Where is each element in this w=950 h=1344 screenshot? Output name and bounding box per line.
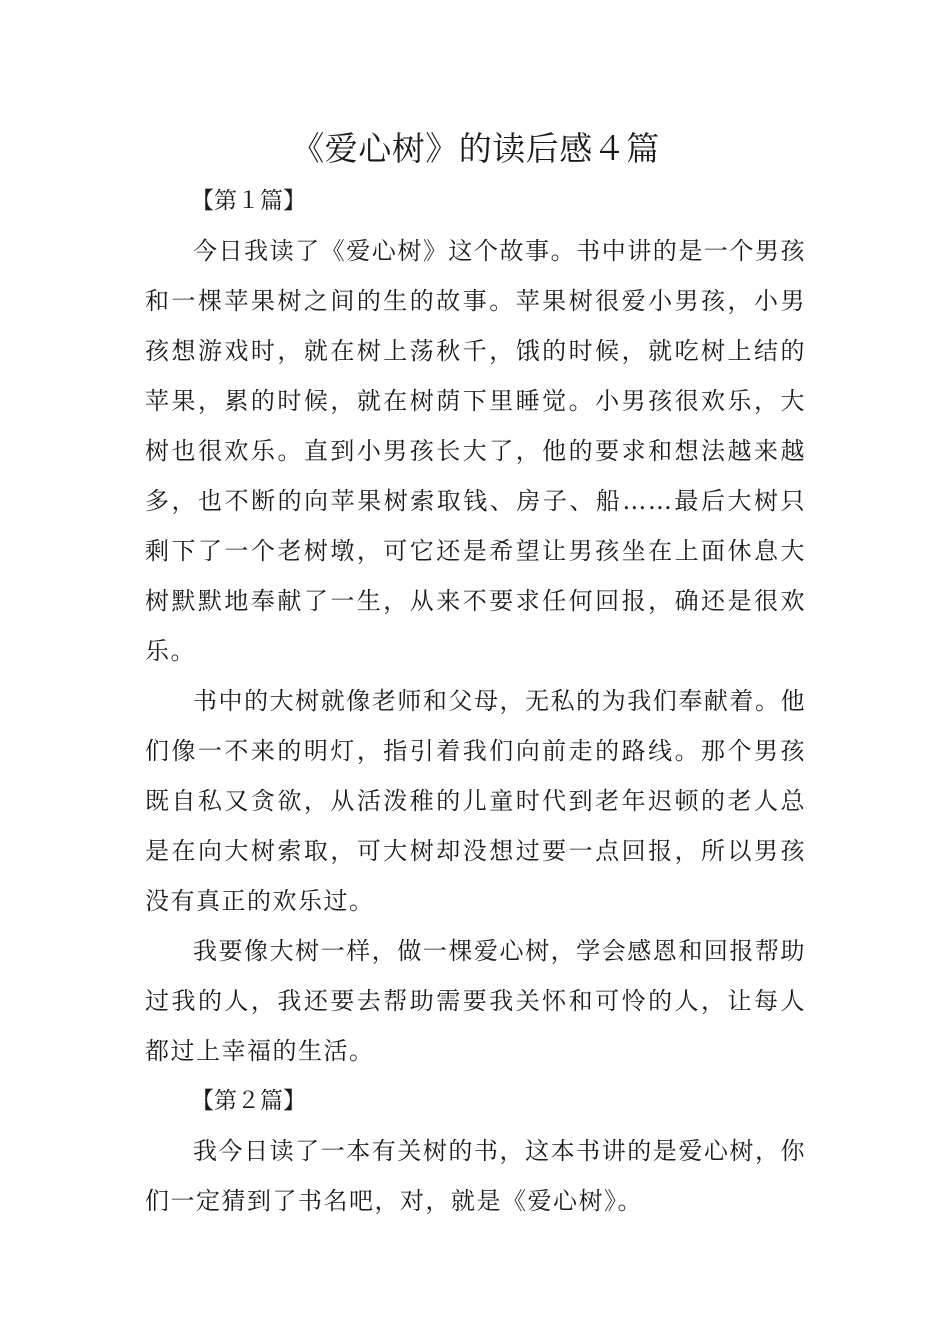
section-heading-2: 【第２篇】 [191,1088,306,1114]
document-title: 《爱心树》的读后感４篇 [291,129,660,168]
section-1-paragraph-1: 今日我读了《爱心树》这个故事。书中讲的是一个男孩和一棵苹果树之间的生的故事。苹果树很爱小男孩，小男孩想游戏时，就在树上荡秋千，饿的时候，就吃树上结的苹果，累的时候，就在树荫下里睡觉。小男孩很欢乐，大树也很欢乐。直到小男孩长大了，他的要求和想法越来越多，也不断的向苹果树索取钱、房子、船……最后大树只剩下了一个老树墩，可它还是希望让男孩坐在上面休息大树默默地奉献了一生，从来不要求任何回报，确还是很欢乐。 [145,237,806,665]
section-heading-1: 【第１篇】 [191,188,306,214]
section-1-paragraph-2: 书中的大树就像老师和父母，无私的为我们奉献着。他们像一不来的明灯，指引着我们向前走的路线。那个男孩既自私又贪欲，从活泼稚的儿童时代到老年迟顿的老人总是在向大树索取，可大树却没想过要一点回报，所以男孩没有真正的欢乐过。 [145,687,806,915]
section-2-paragraph-1: 我今日读了一本有关树的书，这本书讲的是爱心树，你们一定猜到了书名吧，对，就是《爱心树》。 [145,1137,806,1215]
document-body [145,122,806,1226]
section-1-paragraph-3: 我要像大树一样，做一棵爱心树，学会感恩和回报帮助过我的人，我还要去帮助需要我关怀和可怜的人，让每人都过上幸福的生活。 [145,937,806,1065]
